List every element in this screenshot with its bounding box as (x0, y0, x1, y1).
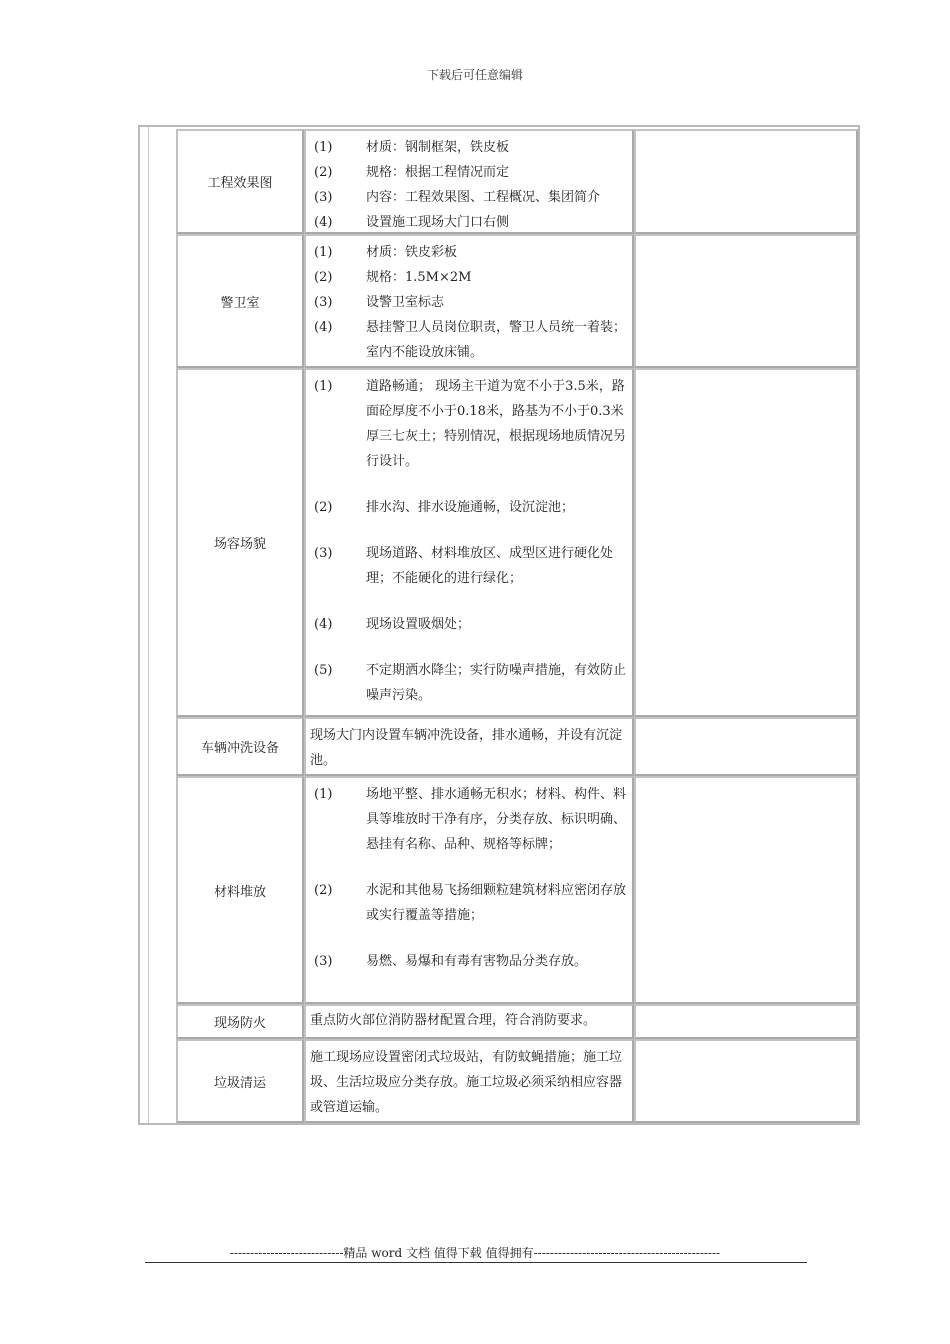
item-text: 设置施工现场大门口右侧 (366, 215, 510, 230)
table-row-vehicle-washing (176, 717, 858, 776)
list-item (310, 185, 628, 210)
item-text: 不定期洒水降尘；实行防噪声措施，有效防止噪声污染。 (366, 663, 627, 703)
row-name-cell (176, 717, 304, 776)
list-item (310, 160, 628, 185)
item-text: 现场设置吸烟处； (366, 617, 471, 632)
row-name: 现场防火 (213, 1016, 266, 1031)
row-name: 场容场貌 (213, 537, 266, 552)
row-name-cell (176, 234, 304, 368)
item-number: (1) (314, 787, 333, 802)
item-number: (2) (314, 883, 333, 898)
list-item (310, 949, 628, 974)
list-item (310, 612, 628, 637)
row-content-cell (304, 776, 634, 1004)
table-row-material-stacking (176, 776, 858, 1004)
item-number: (3) (314, 954, 333, 969)
row-name: 警卫室 (220, 295, 260, 311)
footer-text: ----------------------------精品 word 文档 值得下载 值得拥有---------------------------------------------- (229, 1246, 721, 1260)
item-number: (2) (314, 165, 333, 180)
table-left-rule (148, 127, 149, 1123)
row-blank-cell (634, 368, 858, 717)
item-text: 规格：1.5M×2M (366, 270, 472, 285)
row-name-cell (176, 1004, 304, 1039)
item-text: 材质：钢制框架，铁皮板 (366, 140, 510, 155)
row-blank-cell (634, 776, 858, 1004)
list-item (310, 290, 628, 315)
item-number: (5) (314, 663, 333, 678)
list-item (310, 135, 628, 160)
item-text: 水泥和其他易飞扬细颗粒建筑材料应密闭存放或实行覆盖等措施； (366, 883, 627, 923)
table-row-fire-prevention (176, 1004, 858, 1039)
item-text: 材质：铁皮彩板 (366, 245, 458, 260)
item-text: 场地平整、排水通畅无积水；材料、构件、料具等堆放时干净有序，分类存放、标识明确、悬挂有名称、品种、规格等标牌； (366, 787, 627, 852)
row-content-cell (304, 234, 634, 368)
row-name-cell (176, 129, 304, 234)
row-paragraph: 重点防火部位消防器材配置合理，符合消防要求。 (310, 1013, 597, 1028)
item-number: (3) (314, 295, 333, 310)
footer-divider (145, 1262, 807, 1263)
table-row-site-appearance (176, 368, 858, 717)
item-number: (4) (314, 320, 333, 335)
item-text: 悬挂警卫人员岗位职责，警卫人员统一着装；室内不能设放床铺。 (366, 320, 627, 360)
item-number: (1) (314, 140, 333, 155)
item-text: 排水沟、排水设施通畅，设沉淀池； (366, 500, 575, 515)
list-item (310, 658, 628, 708)
row-content-cell (304, 1039, 634, 1123)
list-item (310, 210, 628, 235)
table-row-effect-drawing (176, 129, 858, 234)
item-text: 道路畅通； 现场主干道为宽不小于3.5米，路面砼厚度不小于0.18米，路基为不小于0.3米厚三七灰土；特别情况，根据现场地质情况另行设计。 (366, 379, 627, 469)
item-number: (4) (314, 215, 333, 230)
row-name-cell (176, 776, 304, 1004)
row-content-cell (304, 717, 634, 776)
item-number: (2) (314, 270, 333, 285)
item-number: (1) (314, 379, 333, 394)
list-item (310, 878, 628, 928)
table-row-garbage-removal (176, 1039, 858, 1123)
row-paragraph: 施工现场应设置密闭式垃圾站，有防蚊蝇措施；施工垃圾、生活垃圾应分类存放。施工垃圾必须采纳相应容器或管道运输。 (310, 1050, 623, 1115)
header-note: 下载后可任意编辑 (426, 68, 523, 82)
row-blank-cell (634, 129, 858, 234)
list-item (310, 240, 628, 265)
row-blank-cell (634, 234, 858, 368)
list-item (310, 782, 628, 857)
item-text: 规格：根据工程情况而定 (366, 165, 510, 180)
row-name: 车辆冲洗设备 (200, 741, 279, 756)
row-content-cell (304, 1004, 634, 1039)
item-text: 易燃、易爆和有毒有害物品分类存放。 (366, 954, 588, 969)
list-item (310, 265, 628, 290)
list-item (310, 374, 628, 474)
list-item (310, 315, 628, 365)
row-name-cell (176, 368, 304, 717)
row-name: 垃圾清运 (213, 1075, 266, 1091)
item-number: (3) (314, 546, 333, 561)
item-text: 内容：工程效果图、工程概况、集团简介 (366, 190, 601, 205)
row-content-cell (304, 368, 634, 717)
item-text: 现场道路、材料堆放区、成型区进行硬化处理；不能硬化的进行绿化； (366, 546, 614, 586)
row-blank-cell (634, 1039, 858, 1123)
list-item (310, 495, 628, 520)
row-name: 材料堆放 (213, 884, 266, 900)
row-name: 工程效果图 (207, 176, 273, 191)
item-number: (4) (314, 617, 333, 632)
list-item (310, 541, 628, 591)
row-blank-cell (634, 1004, 858, 1039)
item-number: (1) (314, 245, 333, 260)
item-number: (2) (314, 500, 333, 515)
row-paragraph: 现场大门内设置车辆冲洗设备，排水通畅，并设有沉淀池。 (310, 728, 623, 768)
item-text: 设警卫室标志 (366, 295, 445, 310)
table-row-guard-room (176, 234, 858, 368)
row-blank-cell (634, 717, 858, 776)
row-content-cell (304, 129, 634, 234)
item-number: (3) (314, 190, 333, 205)
row-name-cell (176, 1039, 304, 1123)
